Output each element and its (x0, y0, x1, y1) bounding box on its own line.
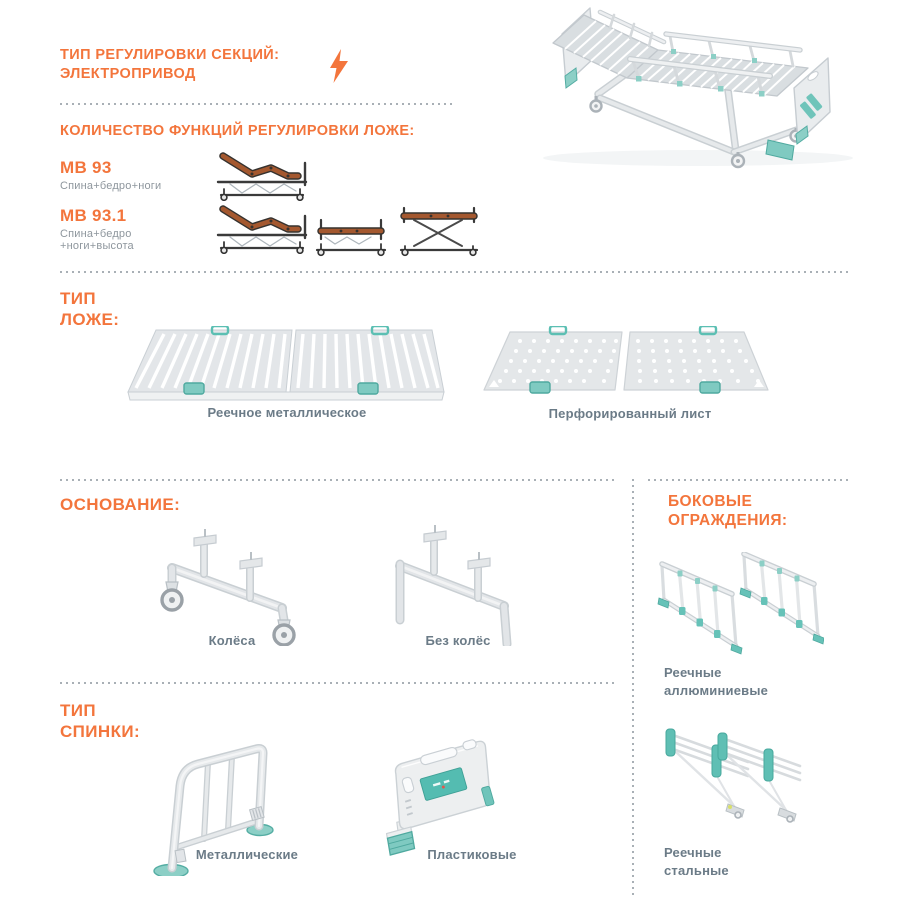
separator-functions (60, 271, 848, 273)
separator-ograzhdeniya (648, 479, 852, 481)
separator-vertical (632, 479, 634, 898)
profile-flat-height-icon (396, 206, 482, 258)
ograzhdeniya-option-label: Реечные аллюминиевые (664, 665, 769, 698)
page-title-line1: ТИП РЕГУЛИРОВКИ СЕКЦИЙ: (60, 47, 280, 63)
separator-osnovanie (60, 479, 616, 481)
base-without-wheels-icon (384, 524, 532, 646)
ograzhdeniya-heading: БОКОВЫЕ ОГРАЖДЕНИЯ: (668, 493, 788, 529)
page-title (60, 46, 279, 84)
model-sub-mb931-line1: Спина+бедро (60, 228, 132, 240)
functions-heading: КОЛИЧЕСТВО ФУНКЦИЙ РЕГУЛИРОВКИ ЛОЖЕ: (60, 123, 415, 139)
lozhe-option-label: Перфорированный лист (548, 406, 712, 421)
hospital-bed-illustration (428, 2, 874, 170)
base-with-wheels-icon (158, 524, 306, 646)
slatted-aluminum-rails-icon (656, 552, 824, 658)
lozhe-heading: ТИП ЛОЖЕ: (60, 289, 120, 329)
profile-back-hip-legs-icon (214, 151, 310, 201)
spinki-option-label: Пластиковые (427, 847, 517, 862)
flat-section (627, 50, 808, 96)
lightning-bolt-icon (327, 48, 351, 84)
separator-header (60, 103, 452, 105)
model-name-mb93: МВ 93 (60, 158, 112, 177)
model-sub-mb931-line2: +ноги+высота (60, 240, 134, 252)
lozhe-option-label: Реечное металлическое (207, 405, 367, 420)
page-title-line2: ЭЛЕКТРОПРИВОД (60, 66, 196, 82)
slatted-steel-rails-icon (658, 720, 820, 842)
osnovanie-option-label: Без колёс (425, 633, 491, 648)
osnovanie-option-label: Колёса (208, 633, 256, 648)
ograzhdeniya-option-label: Реечные стальные (664, 845, 729, 878)
perforated-sheet-platform-icon (476, 326, 784, 408)
model-name-mb931: МВ 93.1 (60, 206, 127, 225)
profile-back-hip-legs-icon (214, 204, 310, 254)
spinki-option-label: Металлические (195, 847, 299, 862)
osnovanie-heading: ОСНОВАНИЕ: (60, 495, 181, 514)
slatted-metal-platform-icon (126, 326, 448, 408)
spinki-heading: ТИП СПИНКИ: (60, 701, 141, 741)
model-sub-mb93: Спина+бедро+ноги (60, 180, 162, 192)
separator-spinki (60, 682, 616, 684)
profile-flat-low-icon (311, 212, 391, 258)
